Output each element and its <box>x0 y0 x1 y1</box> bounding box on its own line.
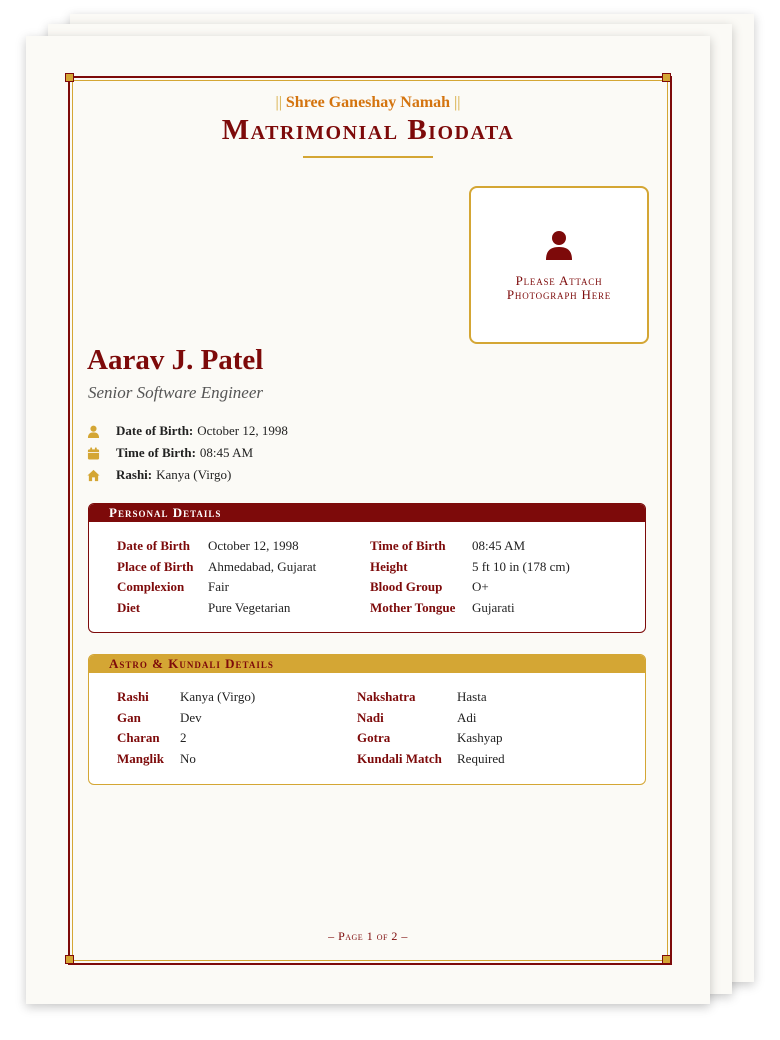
quick-fact-value: 08:45 AM <box>199 445 254 460</box>
detail-value: Pure Vegetarian <box>208 599 291 615</box>
detail-label: Gotra <box>357 730 391 745</box>
detail-label: Date of Birth <box>117 538 190 553</box>
detail-value: Dev <box>180 709 202 725</box>
personal-details-section <box>88 503 646 633</box>
mantra-text: Shree Ganeshay Namah <box>285 94 451 111</box>
quick-fact-row <box>87 420 288 442</box>
corner-ornament <box>662 73 671 82</box>
detail-value: October 12, 1998 <box>208 538 299 553</box>
quick-fact-label: Date of Birth: <box>116 423 194 438</box>
quick-fact-row <box>87 464 288 486</box>
photo-placeholder[interactable] <box>469 186 649 344</box>
corner-ornament <box>65 955 74 964</box>
detail-label: Height <box>370 558 408 574</box>
detail-value: 08:45 AM <box>472 538 526 553</box>
detail-label: Kundali Match <box>357 750 442 766</box>
quick-facts <box>87 420 288 486</box>
page-title: Matrimonial Biodata <box>221 114 515 146</box>
user-icon <box>87 425 100 438</box>
detail-value: Gujarati <box>472 599 515 615</box>
detail-label: Manglik <box>117 750 164 766</box>
detail-label: Nadi <box>357 709 384 725</box>
calendar-icon <box>87 447 100 460</box>
detail-value: Kanya (Virgo) <box>180 689 256 704</box>
biodata-page <box>26 36 710 1004</box>
detail-value: 2 <box>180 730 187 745</box>
candidate-name: Aarav J. Patel <box>87 344 264 376</box>
detail-label: Complexion <box>117 579 185 594</box>
mantra-heading: || Shree Ganeshay Namah || <box>275 94 461 111</box>
detail-value: Adi <box>457 709 477 725</box>
candidate-occupation: Senior Software Engineer <box>88 383 264 402</box>
detail-label: Mother Tongue <box>370 599 456 615</box>
astro-details-section <box>88 654 646 785</box>
detail-label: Blood Group <box>370 579 443 594</box>
detail-value: Required <box>457 750 505 766</box>
section-heading: Personal Details <box>89 504 645 522</box>
photo-label-line-1: Please Attach <box>515 273 603 288</box>
detail-value: Hasta <box>457 689 487 704</box>
detail-label: Charan <box>117 730 160 745</box>
quick-fact-value: October 12, 1998 <box>197 423 288 438</box>
photo-placeholder-label <box>471 274 647 302</box>
photo-label-line-2: Photograph Here <box>506 287 612 302</box>
detail-label: Diet <box>117 599 141 615</box>
corner-ornament <box>65 73 74 82</box>
quick-fact-label: Time of Birth: <box>116 445 196 460</box>
detail-label: Rashi <box>117 689 149 704</box>
detail-label: Time of Birth <box>370 538 446 553</box>
detail-value: Fair <box>208 579 229 594</box>
detail-label: Gan <box>117 709 141 725</box>
detail-value: No <box>180 750 196 766</box>
quick-fact-value: Kanya (Virgo) <box>156 467 232 482</box>
title-divider <box>303 156 433 158</box>
detail-value: Ahmedabad, Gujarat <box>208 558 317 574</box>
quick-fact-row <box>87 442 288 464</box>
detail-value: Kashyap <box>457 730 503 745</box>
home-icon <box>87 469 100 482</box>
detail-value: 5 ft 10 in (178 cm) <box>472 558 570 574</box>
user-icon <box>546 230 572 260</box>
corner-ornament <box>662 955 671 964</box>
detail-label: Place of Birth <box>117 558 194 574</box>
page-number: – Page 1 of 2 – <box>328 929 408 943</box>
quick-fact-label: Rashi: <box>116 467 153 482</box>
detail-label: Nakshatra <box>357 689 416 704</box>
detail-value: O+ <box>472 579 489 594</box>
section-heading: Astro & Kundali Details <box>89 655 645 673</box>
